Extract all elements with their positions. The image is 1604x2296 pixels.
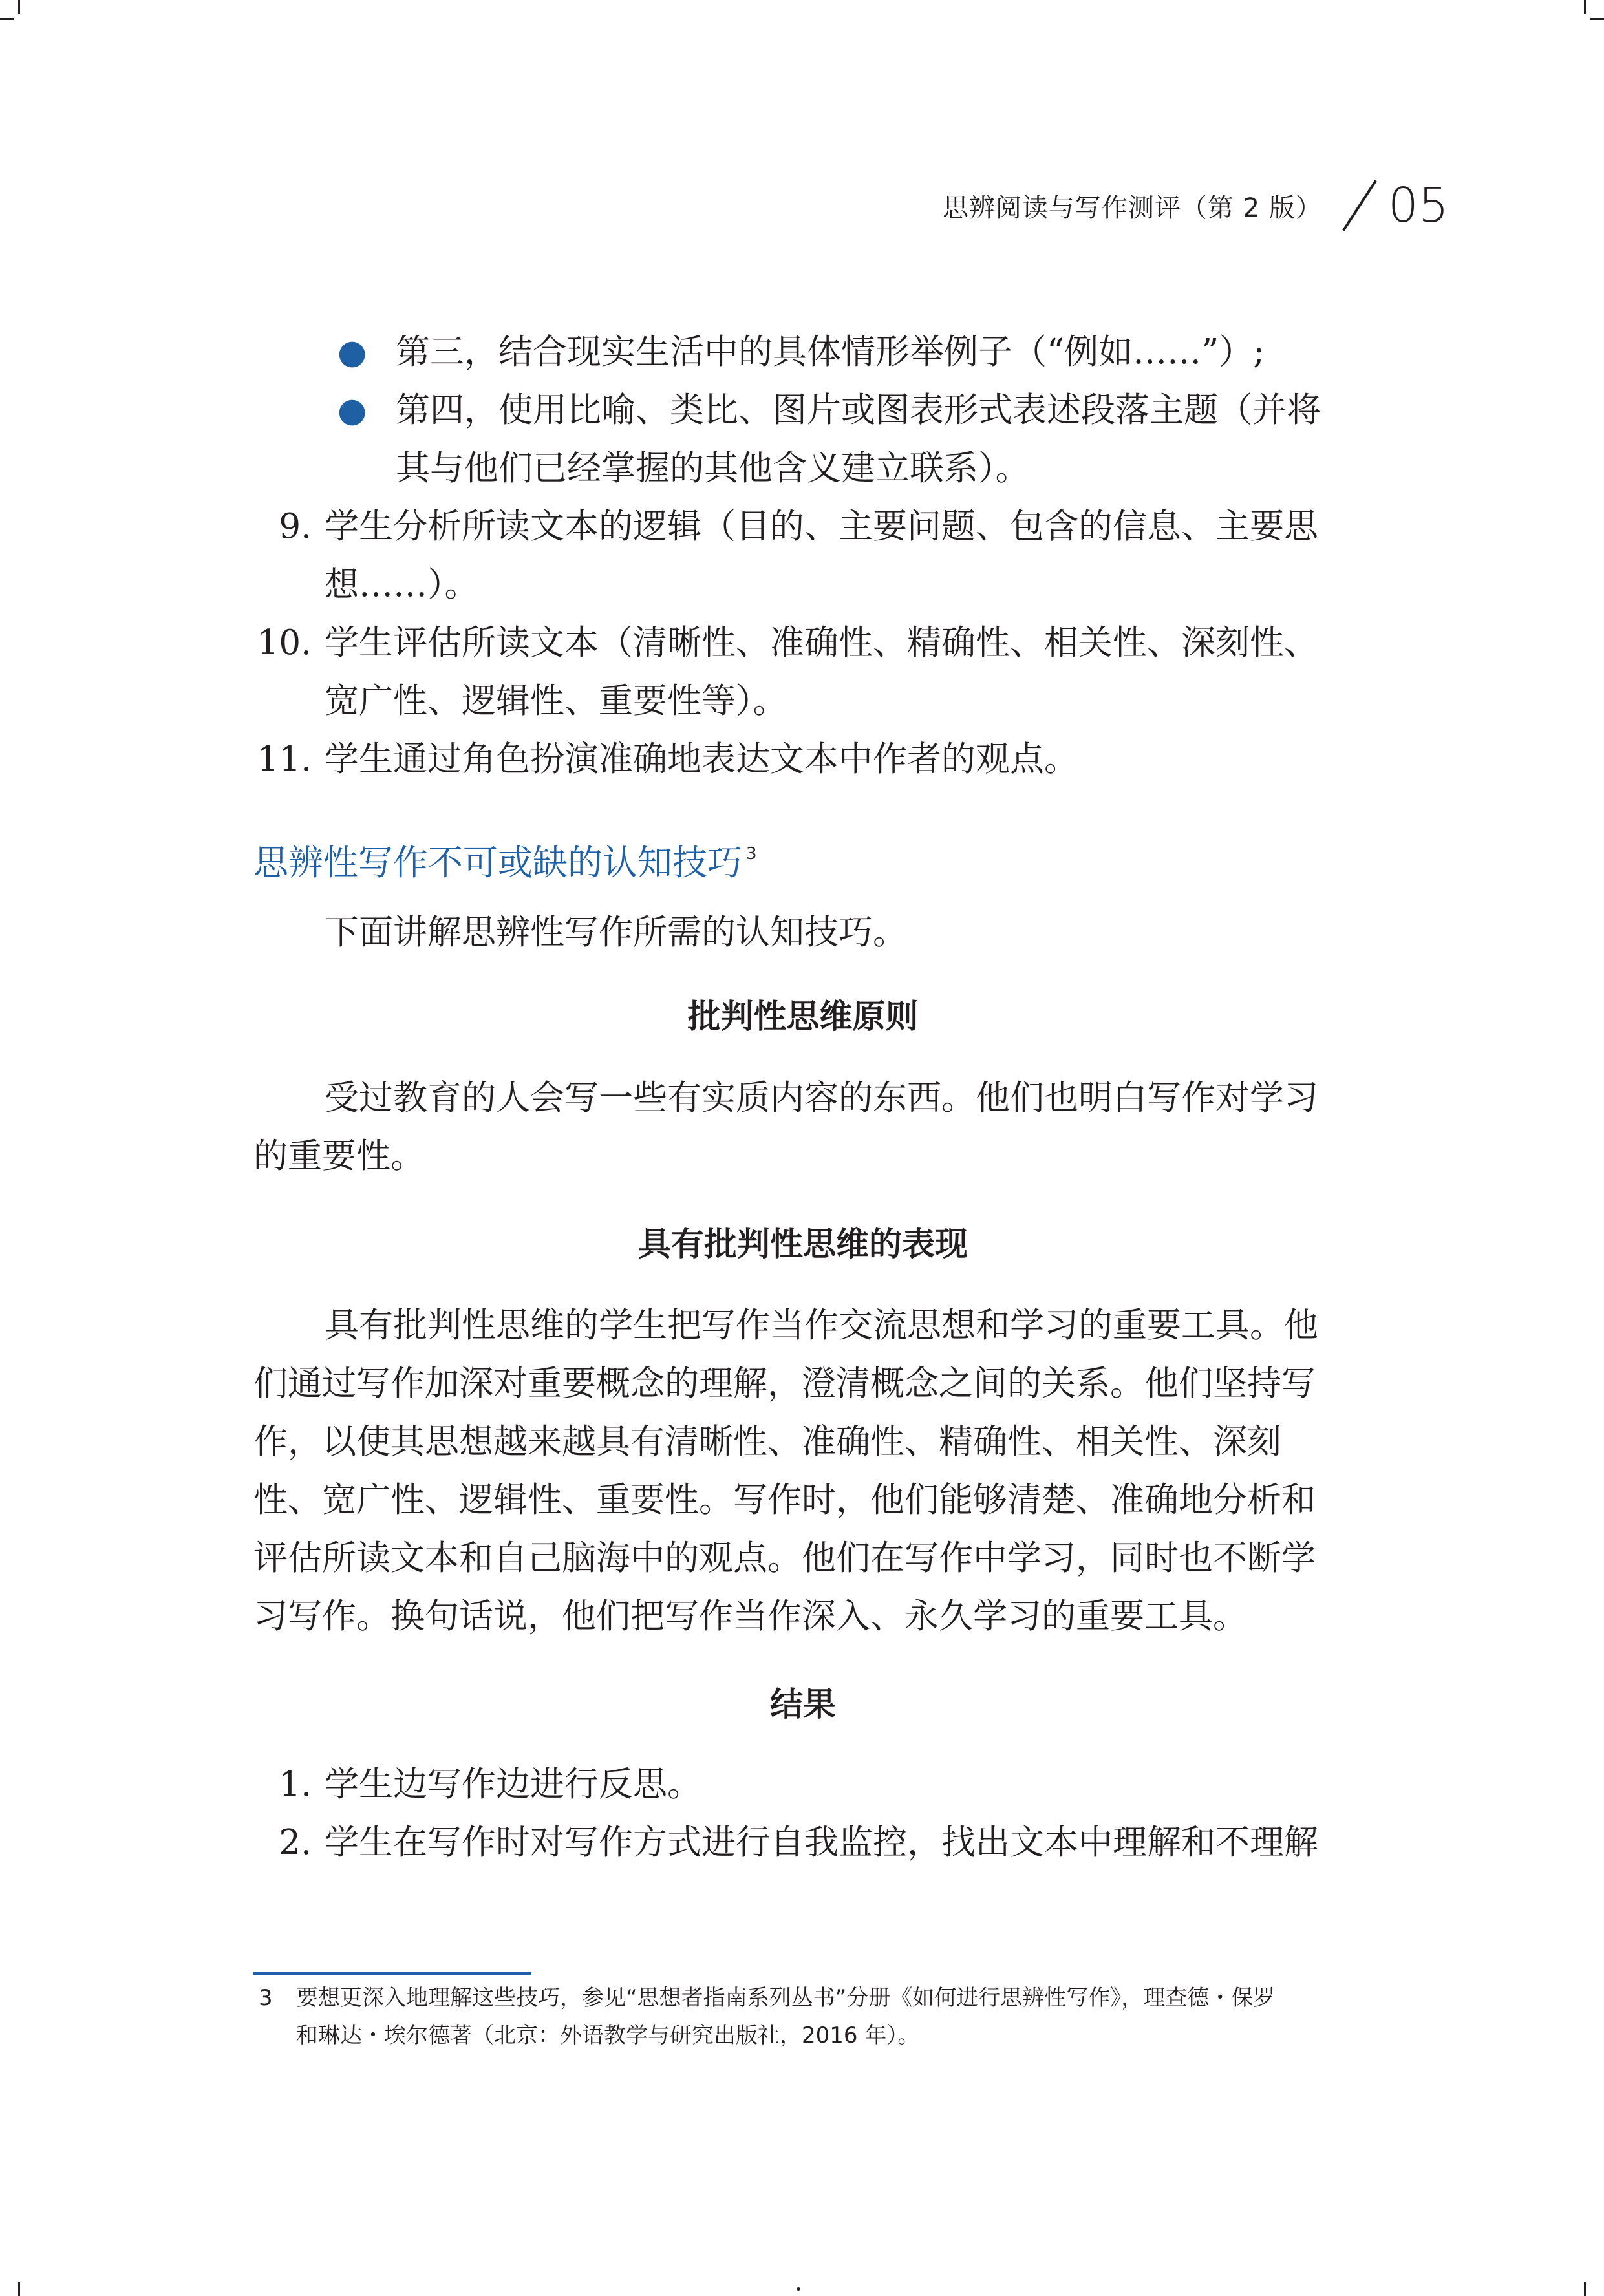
footnote	[253, 1979, 1378, 2054]
bullet-text: 其与他们已经掌握的其他含义建立联系）。	[396, 449, 1030, 488]
section-heading-text: 思辨性写作不可或缺的认知技巧	[253, 842, 742, 883]
numbered-item-9	[253, 498, 1353, 614]
performance-paragraph	[253, 1297, 1353, 1646]
paragraph-line: 习写作。换句话说，他们把写作当作深入、永久学习的重要工具。	[253, 1597, 1247, 1636]
paragraph-line: 作，以使其思想越来越具有清晰性、准确性、精确性、相关性、深刻	[253, 1422, 1281, 1462]
item-text: 学生通过角色扮演准确地表达文本中作者的观点。	[325, 739, 1078, 779]
bullet-dot-icon: ●	[337, 333, 367, 372]
crop-mark-top-left-h	[0, 18, 14, 20]
results-list	[253, 1756, 1353, 1872]
item-number: 10.	[257, 623, 312, 663]
section-heading	[253, 825, 1353, 892]
bullet-line	[253, 381, 1353, 440]
bullet-line	[253, 440, 1353, 498]
page-number: 05	[1387, 178, 1449, 233]
numbered-line	[253, 498, 1353, 556]
list-item	[253, 1814, 1353, 1872]
results-heading: 结果	[769, 1685, 836, 1724]
item-text: 学生评估所读文本（清晰性、准确性、精确性、相关性、深刻性、	[325, 623, 1318, 663]
item-number: 1.	[279, 1765, 312, 1804]
bullet-text: 第三，结合现实生活中的具体情形举例子（“例如……”）;	[396, 332, 1265, 372]
principle-paragraph	[253, 1069, 1353, 1185]
item-text: 宽广性、逻辑性、重要性等）。	[325, 681, 787, 721]
paragraph-line: 具有批判性思维的学生把写作当作交流思想和学习的重要工具。他	[325, 1306, 1318, 1345]
item-text: 想……）。	[325, 565, 479, 604]
item-number: 9.	[279, 507, 312, 546]
performance-heading: 具有批判性思维的表现	[637, 1225, 968, 1264]
crop-mark-top-left	[18, 0, 20, 14]
crop-mark-top-right-h	[1590, 18, 1604, 20]
bullet-text: 第四，使用比喻、类比、图片或图表形式表述段落主题（并将	[396, 390, 1321, 430]
bullet-item	[253, 381, 1353, 498]
footnote-text: 和琳达・埃尔德著（北京：外语教学与研究出版社，2016 年）。	[296, 2023, 920, 2048]
principle-heading: 批判性思维原则	[687, 997, 919, 1036]
footnote-mark: 3	[259, 1985, 273, 2011]
crop-mark-top-right	[1584, 0, 1586, 14]
footnote-divider	[253, 1972, 531, 1975]
item-number: 2.	[279, 1823, 312, 1862]
section-intro: 下面讲解思辨性写作所需的认知技巧。	[325, 913, 907, 952]
footnote-text: 要想更深入地理解这些技巧，参见“思想者指南系列丛书”分册《如何进行思辨性写作》，理查德・保罗	[296, 1985, 1276, 2011]
footnote-reference[interactable]: 3	[746, 844, 757, 864]
numbered-item-10	[253, 614, 1353, 730]
footnote-line	[253, 1979, 1378, 2017]
page-body	[253, 323, 1353, 1872]
footnote-line	[253, 2017, 1378, 2054]
bullet-dot-icon: ●	[337, 391, 367, 430]
registration-dot	[797, 2287, 800, 2291]
numbered-item-11	[253, 730, 1353, 789]
header-slash-divider	[1342, 180, 1376, 231]
running-header	[943, 173, 1449, 238]
bullet-item	[253, 323, 1353, 381]
paragraph-line: 的重要性。	[253, 1136, 425, 1176]
paragraph-line: 评估所读文本和自己脑海中的观点。他们在写作中学习，同时也不断学	[253, 1538, 1316, 1578]
item-number: 11.	[257, 739, 312, 779]
paragraph-line: 们通过写作加深对重要概念的理解，澄清概念之间的关系。他们坚持写	[253, 1364, 1316, 1403]
crop-mark-bottom-left	[18, 2282, 20, 2296]
header-book-title: 思辨阅读与写作测评（第 2 版）	[942, 193, 1322, 223]
list-item	[253, 1756, 1353, 1814]
paragraph-line: 性、宽广性、逻辑性、重要性。写作时，他们能够清楚、准确地分析和	[253, 1480, 1316, 1520]
item-text: 学生边写作边进行反思。	[325, 1765, 701, 1804]
item-text: 学生在写作时对写作方式进行自我监控，找出文本中理解和不理解	[325, 1823, 1318, 1862]
paragraph-line: 受过教育的人会写一些有实质内容的东西。他们也明白写作对学习	[325, 1078, 1318, 1118]
item-text: 学生分析所读文本的逻辑（目的、主要问题、包含的信息、主要思	[325, 507, 1318, 546]
numbered-line	[253, 730, 1353, 789]
numbered-line	[253, 614, 1353, 672]
crop-mark-bottom-right	[1584, 2282, 1586, 2296]
